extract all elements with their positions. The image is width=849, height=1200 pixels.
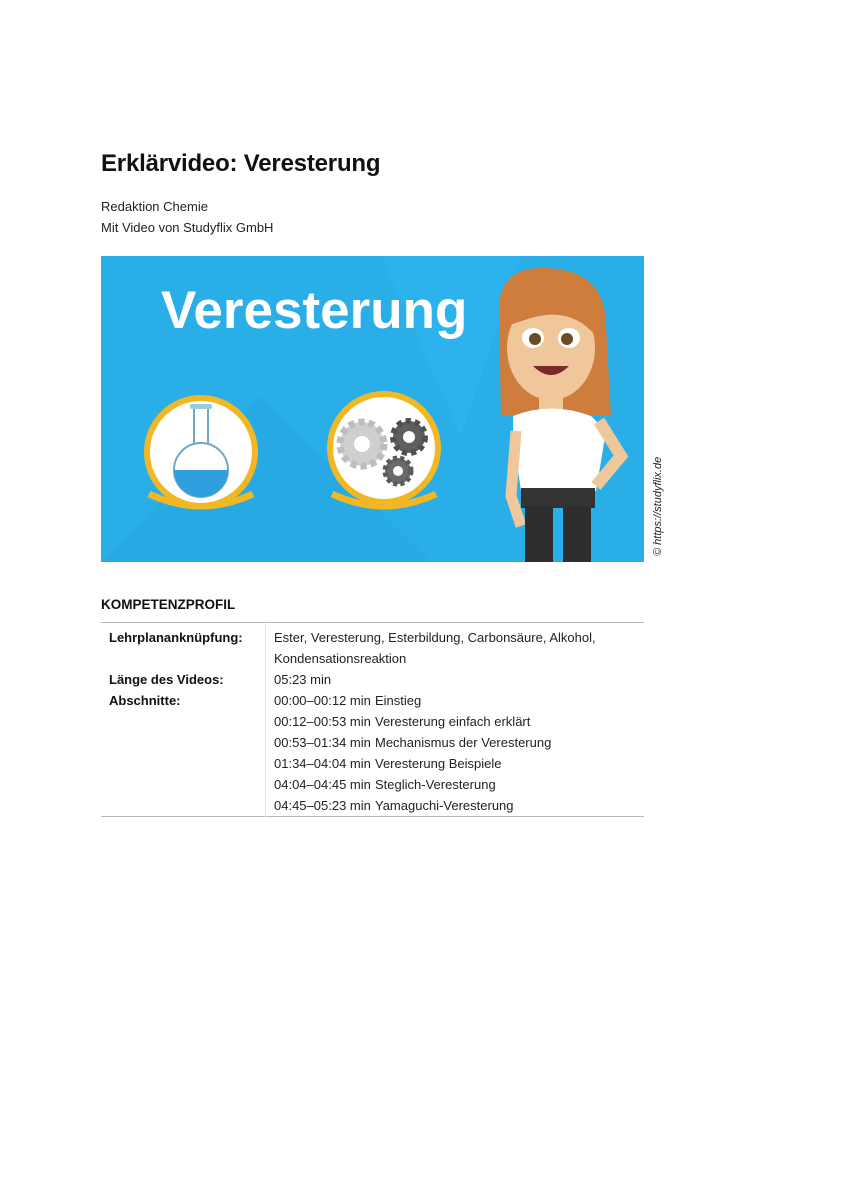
list-item[interactable]: [274, 795, 644, 816]
segment-time: 04:04–04:45 min: [274, 777, 371, 792]
table-row: [101, 669, 644, 690]
list-item[interactable]: [274, 711, 644, 732]
laenge-value: 05:23 min: [274, 672, 332, 687]
video-credit-line: Mit Video von Studyflix GmbH: [101, 220, 274, 235]
list-item[interactable]: [274, 732, 644, 753]
segment-title: Yamaguchi-Veresterung: [375, 798, 514, 813]
flask-icon: [147, 398, 255, 506]
section-heading-kompetenzprofil: KOMPETENZPROFIL: [101, 597, 236, 612]
segment-title: Mechanismus der Veresterung: [375, 735, 552, 750]
segment-time: 00:12–00:53 min: [274, 714, 371, 729]
editor-line: Redaktion Chemie: [101, 199, 208, 214]
list-item[interactable]: [274, 753, 644, 774]
list-item[interactable]: [274, 774, 644, 795]
gears-icon: [330, 394, 438, 506]
thumbnail-title: Veresterung: [161, 281, 468, 340]
segment-title: Einstieg: [375, 693, 422, 708]
segment-time: 04:45–05:23 min: [274, 798, 371, 813]
segment-time: 00:53–01:34 min: [274, 735, 371, 750]
video-thumbnail-illustration: [101, 256, 644, 562]
abschnitte-label: Abschnitte:: [101, 690, 266, 817]
segment-time: 01:34–04:04 min: [274, 756, 371, 771]
lehrplan-label: Lehrplananknüpfung:: [101, 623, 266, 670]
table-row: [101, 623, 644, 670]
segment-title: Steglich-Veresterung: [375, 777, 496, 792]
page-title: Erklärvideo: Veresterung: [101, 150, 381, 177]
segment-time: 00:00–00:12 min: [274, 693, 371, 708]
table-row: [101, 690, 644, 817]
laenge-label: Länge des Videos:: [101, 669, 266, 690]
segment-title: Veresterung Beispiele: [375, 756, 502, 771]
segment-title: Veresterung einfach erklärt: [375, 714, 531, 729]
list-item[interactable]: [274, 690, 644, 711]
lehrplan-value: Ester, Veresterung, Esterbildung, Carbonsäure, Alkohol, Kondensationsreaktion: [274, 630, 596, 666]
copyright-note: © https://studyflix.de: [652, 456, 664, 556]
abschnitte-list: [266, 690, 645, 817]
video-thumbnail[interactable]: [101, 256, 644, 562]
kompetenzprofil-table: [101, 622, 644, 817]
